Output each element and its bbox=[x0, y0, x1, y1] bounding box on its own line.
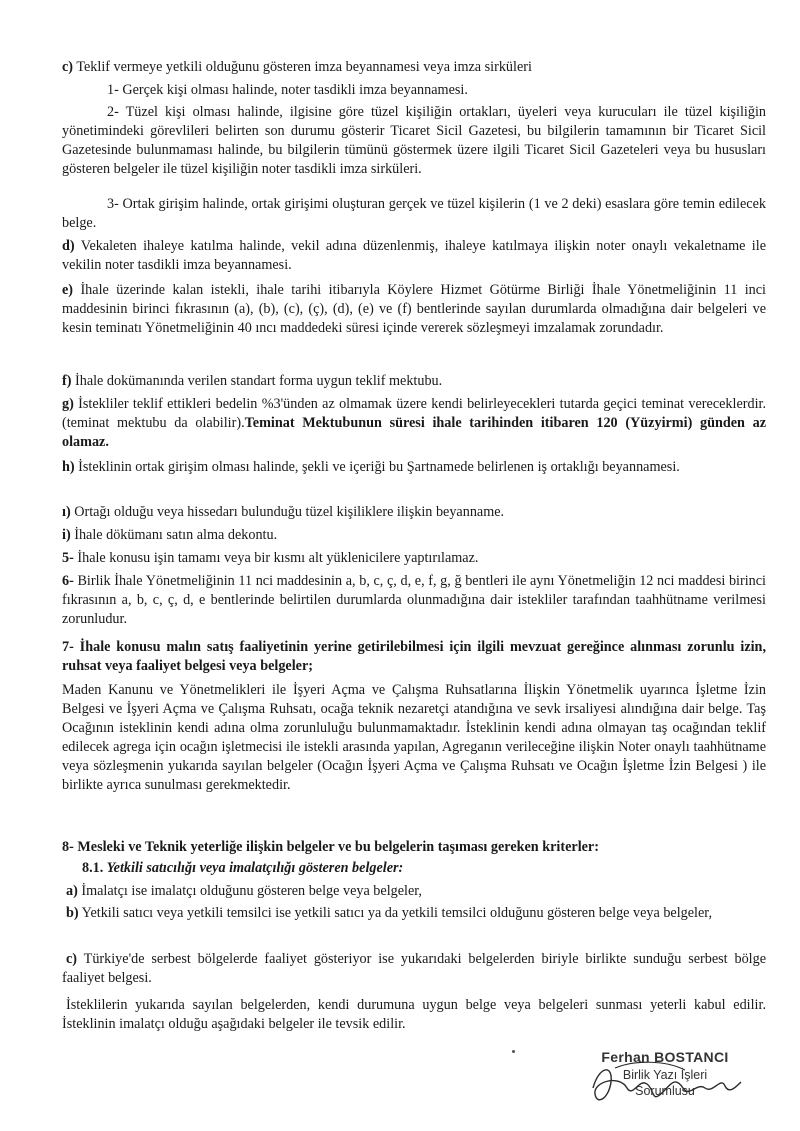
paragraph-6 bbox=[62, 572, 766, 629]
paragraph-c-3 bbox=[62, 195, 766, 233]
item-text: Yetkili satıcı veya yetkili temsilci ise yetkili satıcı ya da yetkili temsilci olduğunu gösteren belge veya belgeler, bbox=[78, 905, 713, 921]
item-label: a) bbox=[66, 883, 78, 899]
item-label: 8.1. bbox=[82, 860, 104, 876]
item-text: İhale dokümanında verilen standart forma uygun teklif mektubu. bbox=[71, 373, 443, 389]
paragraph-e bbox=[62, 281, 766, 338]
item-text: 2- Tüzel kişi olması halinde, ilgisine göre tüzel kişiliğin ortakları, üyeleri veya kurucuları ile tüzel kişiliğin yönetimindeki görevlileri belirten son durumu gösterir Ticaret Sicil Gazetesi, bu bilgilerin tamamının bir Ticaret Sicil Gazetesinde bulunmaması halinde, bu bilgilerin tümünü göstermek üzere ilgili Ticaret Sicil Gazeteleri veya bu hususları gösteren belgeler ile tüzel kişiliğin noter tasdikli imza sirküleri. bbox=[62, 104, 766, 177]
paragraph-closing bbox=[62, 996, 766, 1034]
item-bold-text: Teminat Mektubunun süresi ihale tarihinden itibaren 120 (Yüzyirmi) günden az olamaz. bbox=[62, 415, 767, 450]
item-text: Ortağı olduğu veya hissedarı bulunduğu tüzel kişiliklere ilişkin beyanname. bbox=[70, 504, 505, 520]
item-label: 7- bbox=[62, 639, 74, 655]
paragraph-c-1 bbox=[62, 81, 766, 100]
item-text: Vekaleten ihaleye katılma halinde, vekil adına düzenlenmiş, ihaleye katılmaya ilişkin noter onaylı vekaletname ile vekilin noter tasdikli imza beyannamesi. bbox=[62, 238, 766, 273]
item-label: ı) bbox=[62, 504, 71, 520]
item-label: i) bbox=[62, 527, 71, 543]
item-label: 8- bbox=[62, 839, 74, 855]
paragraph-h bbox=[62, 458, 766, 477]
item-label: c) bbox=[66, 951, 78, 967]
stamp-title-line-2: Sorumlusu bbox=[635, 1084, 695, 1098]
item-text: Maden Kanunu ve Yönetmelikleri ile İşyeri Açma ve Çalışma Ruhsatlarına İlişkin Yönetmelik uyarınca İşletme İzin Belgesi ve İşyeri Açma ve Çalışma Ruhsatı, ocağa teknik nezaretçi atandığına ve sevk irsaliyesi alındığına dair belge. Taş Ocağının isteklinin kendi adına olma zorunluluğu bulunmamaktadır. İsteklinin kendi adına olmayan taş ocağından teklif edilecek agrega için ocağın işletmecisi ile istekli arasında yapılan, Agreganın verileceğine ilişkin Noter onaylı taahhütname veya sözleşmenin yukarıda sayılan belgeler (Ocağın İşyeri Açma ve Çalışma Ruhsatı ve Ocağın İşletme İzin Belgesi ) ile birlikte ayrıca sunulması gerekmektedir. bbox=[62, 682, 766, 793]
paragraph-c-2 bbox=[62, 103, 766, 179]
paragraph-7-body bbox=[62, 681, 766, 795]
paragraph-g bbox=[62, 395, 766, 452]
item-text: 1- Gerçek kişi olması halinde, noter tasdikli imza beyannamesi. bbox=[107, 82, 468, 98]
item-text: Mesleki ve Teknik yeterliğe ilişkin belgeler ve bu belgelerin taşıması gereken kriterler: bbox=[73, 839, 599, 855]
item-label: b) bbox=[66, 905, 79, 921]
item-text: 3- Ortak girişim halinde, ortak girişimi oluşturan gerçek ve tüzel kişilerin (1 ve 2 deki) esaslara göre temin edilecek belge. bbox=[62, 196, 766, 231]
item-label: f) bbox=[62, 373, 72, 389]
stamp-name: Ferhan BOSTANCI bbox=[601, 1049, 729, 1065]
paragraph-c-signature bbox=[62, 58, 766, 77]
paragraph-7-heading bbox=[62, 638, 766, 676]
item-label: g) bbox=[62, 396, 74, 412]
item-text: İmalatçı ise imalatçı olduğunu gösteren belge veya belgeler, bbox=[77, 883, 422, 899]
item-text: Türkiye'de serbest bölgelerde faaliyet gösteriyor ise yukarıdaki belgelerden biriyle birlikte sunduğu serbest bölge faaliyet belgesi. bbox=[62, 951, 766, 986]
paragraph-f bbox=[62, 372, 766, 391]
item-label: h) bbox=[62, 459, 75, 475]
item-label: d) bbox=[62, 238, 75, 254]
paragraph-8-1-b bbox=[62, 904, 766, 923]
item-label: 5- bbox=[62, 550, 74, 566]
item-text: İhale konusu işin tamamı veya bir kısmı alt yüklenicilere yaptırılamaz. bbox=[73, 550, 479, 566]
stamp-title-line-1: Birlik Yazı İşleri bbox=[622, 1068, 708, 1082]
item-label: e) bbox=[62, 282, 74, 298]
item-text: Birlik İhale Yönetmeliğinin 11 nci maddesinin a, b, c, ç, d, e, f, g, ğ bentleri ile aynı Yönetmeliğin 12 nci maddesi birinci fıkrasının a, b, c, ç, d, e bentlerinde belirtilen durumlarda olunmadığına dair istekliler tarafından taahhütname verilmesi zorunludur. bbox=[62, 573, 766, 627]
paragraph-5 bbox=[62, 549, 766, 568]
speck bbox=[512, 1050, 515, 1053]
paragraph-i bbox=[62, 526, 766, 545]
paragraph-i-dotless bbox=[62, 503, 766, 522]
item-label: c) bbox=[62, 59, 74, 75]
item-text: Yetkili satıcılığı veya imalatçılığı gösteren belgeler: bbox=[103, 860, 404, 876]
paragraph-8-1-c bbox=[62, 950, 766, 988]
item-text: İsteklilerin yukarıda sayılan belgelerden, kendi durumuna uygun belge veya belgeleri sunması yeterli kabul edilir. İsteklinin imalatçı olduğu aşağıdaki belgeler ile tevsik edilir. bbox=[62, 997, 766, 1032]
paragraph-8-1-a bbox=[66, 882, 770, 901]
item-text: Teklif vermeye yetkili olduğunu gösteren imza beyannamesi veya imza sirküleri bbox=[73, 59, 532, 75]
signature-stamp bbox=[575, 1048, 755, 1118]
item-label: 6- bbox=[62, 573, 74, 589]
item-text: İhale dökümanı satın alma dekontu. bbox=[70, 527, 278, 543]
paragraph-8-1-heading bbox=[82, 859, 766, 878]
item-text: İstekliler teklif ettikleri bedelin %3'ünden az olmamak üzere kendi belirleyecekleri tutarda geçici teminat vereceklerdir. (teminat mektubu da olabilir). bbox=[62, 396, 766, 431]
item-text: İsteklinin ortak girişim olması halinde, şekli ve içeriği bu Şartnamede belirlenen iş ortaklığı beyannamesi. bbox=[74, 459, 680, 475]
paragraph-d bbox=[62, 237, 766, 275]
handwritten-signature-icon bbox=[575, 1048, 755, 1118]
paragraph-8-heading bbox=[62, 838, 766, 857]
item-text: İhale konusu malın satış faaliyetinin yerine getirilebilmesi için ilgili mevzuat gereğince alınması zorunlu izin, ruhsat veya faaliyet belgesi veya belgeler; bbox=[62, 639, 766, 674]
item-text: İhale üzerinde kalan istekli, ihale tarihi itibarıyla Köylere Hizmet Götürme Birliği İhale Yönetmeliğinin 11 inci maddesinin birinci fıkrasının (a), (b), (c), (ç), (d), (e) ve (f) bentlerinde sayılan durumlarda olmadığına dair belgeleri ve kesin teminatı Yönetmeliğinin 40 ıncı maddedeki süresi içinde vererek sözleşmeyi imzalamak zorundadır. bbox=[62, 282, 766, 336]
